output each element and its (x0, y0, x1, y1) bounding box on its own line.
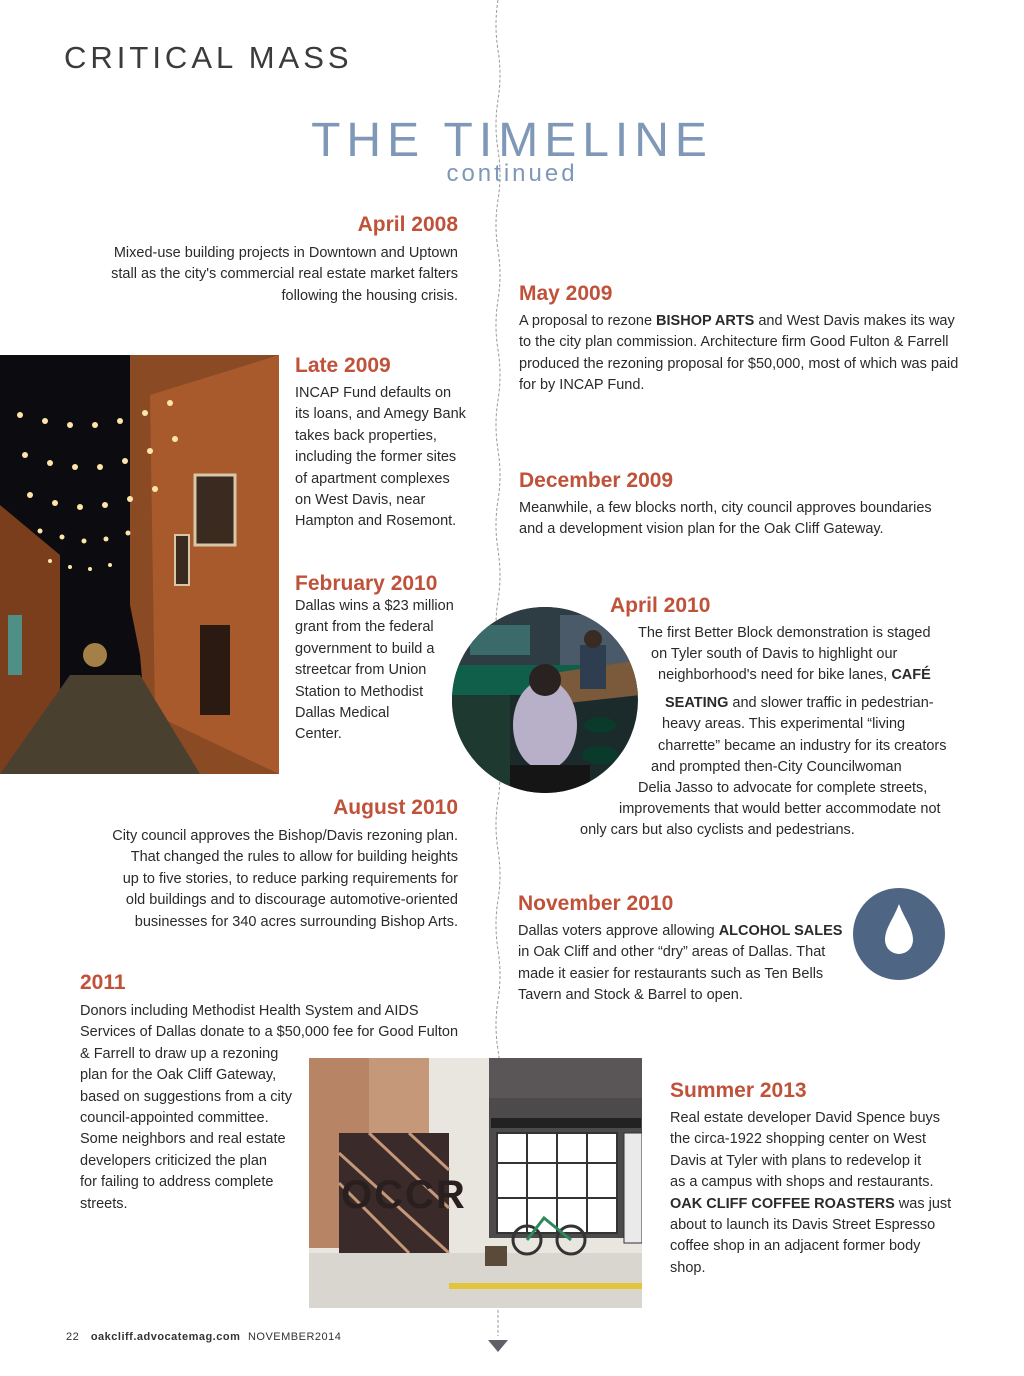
entry-apr2010-line9: improvements that would better accommodate not (619, 801, 941, 817)
entry-2011-date: 2011 (80, 971, 126, 994)
page-title: THE TIMELINE (311, 114, 713, 167)
entry-nov2010-body: Dallas voters approve allowing ALCOHOL SALES in Oak Cliff and other “dry” areas of Dallas. That made it easier for restaurants such as Ten Bells Tavern and Stock & Barrel to open. (518, 923, 843, 1004)
footer-issue: NOVEMBER2014 (247, 1331, 342, 1343)
entry-apr2010-line4: SEATING and slower traffic in pedestrian- (665, 695, 934, 711)
down-arrow-icon (488, 1340, 508, 1352)
entry-apr2010-line6: charrette” became an industry for its creators (658, 738, 947, 754)
entry-may2009-body: A proposal to rezone BISHOP ARTS and West Davis makes its way to the city plan commission. Architecture firm Good Fulton & Farrell produced the rezoning proposal for $50,000, most of which was paid for by INCAP Fund. (519, 313, 959, 394)
entry-may2009-date: May 2009 (519, 282, 613, 305)
entry-dec2009-date: December 2009 (519, 469, 674, 492)
drop-icon (853, 876, 945, 992)
page-footer (66, 1331, 341, 1343)
entry-apr2010-line7: and prompted then-City Councilwoman (651, 759, 902, 775)
entry-late2009-body: INCAP Fund defaults on its loans, and Amegy Bank takes back properties, including the former sites of apartment complexes on West Davis, near Hampton and Rosemont. (295, 385, 466, 530)
entry-aug2010-body: City council approves the Bishop/Davis rezoning plan. That changed the rules to allow for building heights up to five stories, to reduce parking requirements for old buildings and to discourage automotive-oriented businesses for 340 acres surrounding Bishop Arts. (112, 828, 458, 930)
entry-sum2013-body: Real estate developer David Spence buys the circa-1922 shopping center on West Davis at Tyler with plans to redevelop it as a campus with shops and restaurants. OAK CLIFF COFFEE ROASTERS was just about to launch its Davis Street Espresso coffee shop in an adjacent former body shop. (670, 1110, 952, 1276)
alley-sign: OCCR (341, 1173, 467, 1217)
entry-apr2008-date: April 2008 (357, 213, 458, 236)
entry-apr2010-line8: Delia Jasso to advocate for complete streets, (638, 780, 928, 796)
entry-feb2010-date: February 2010 (295, 572, 438, 595)
section-kicker: CRITICAL MASS (64, 40, 353, 75)
entry-nov2010-date: November 2010 (518, 892, 674, 915)
entry-apr2010-date: April 2010 (610, 594, 711, 617)
coffee-roasters-photo (309, 1058, 642, 1308)
entry-apr2010-line3: neighborhood's need for bike lanes, CAFÉ (658, 667, 931, 683)
footer-site: oakcliff.advocatemag.com (90, 1331, 241, 1343)
entry-apr2010-line1: The first Better Block demonstration is staged (638, 625, 931, 641)
entry-apr2010-line5: heavy areas. This experimental “living (662, 716, 906, 732)
entry-apr2010-line2: on Tyler south of Davis to highlight our (651, 646, 898, 662)
page-subtitle: continued (446, 160, 578, 187)
entry-aug2010-date: August 2010 (333, 796, 458, 819)
page-number: 22 (66, 1331, 80, 1343)
entry-dec2009-body: Meanwhile, a few blocks north, city council approves boundaries and a development vision plan for the Oak Cliff Gateway. (519, 500, 932, 538)
entry-sum2013-date: Summer 2013 (670, 1079, 807, 1102)
entry-feb2010-body: Dallas wins a $23 million grant from the federal government to build a streetcar from Union Station to Methodist Dallas Medical Center. (295, 598, 454, 743)
entry-apr2010-line10: only cars but also cyclists and pedestrians. (580, 822, 855, 838)
entry-late2009-date: Late 2009 (295, 354, 391, 377)
entry-2011-body: Donors including Methodist Health System and AIDS Services of Dallas donate to a $50,000 fee for Good Fulton & Farrell to draw up a rezoning plan for the Oak Cliff Gateway, based on suggestions from a city council-appointed committee. Some neighbors and real estate developers criticized the plan for failing to address complete streets. (80, 1003, 459, 1212)
entry-apr2008-body: Mixed-use building projects in Downtown and Uptown stall as the city's commercial real estate market falters following the housing crisis. (111, 245, 458, 304)
better-block-photo (450, 605, 640, 795)
alley-lights-photo (0, 355, 279, 774)
